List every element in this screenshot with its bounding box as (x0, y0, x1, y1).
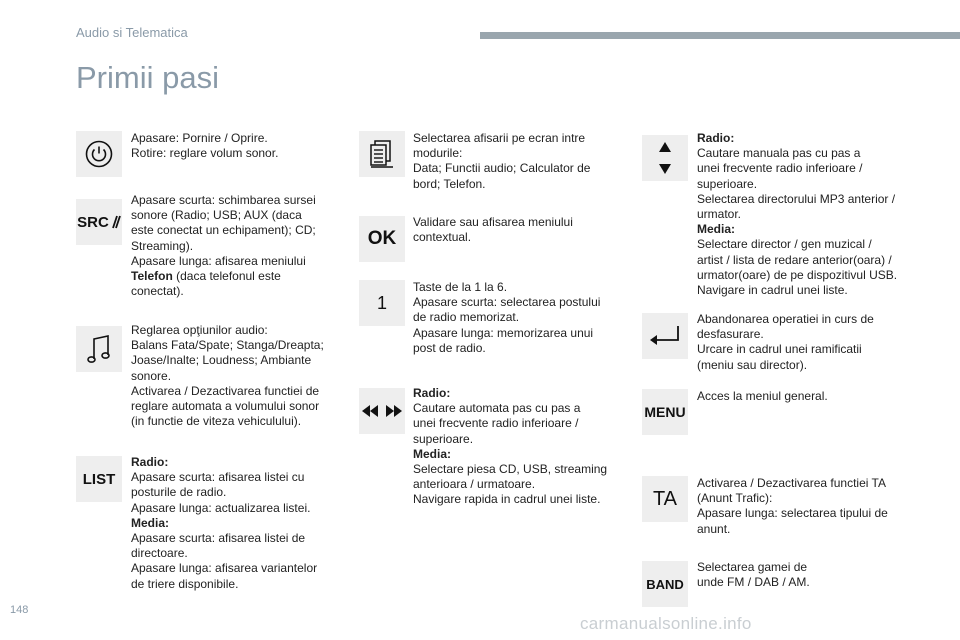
menu-icon: MENU (642, 389, 688, 435)
band-description: Selectarea gamei de unde FM / DAB / AM. (697, 560, 810, 590)
section-header: Audio si Telematica (76, 25, 188, 40)
ta-description: Activarea / Dezactivarea functiei TA (Anunt Trafic): Apasare lunga: selectarea tipului de anunt. (697, 476, 888, 536)
menu-description: Acces la meniul general. (697, 389, 828, 403)
page-number: 148 (10, 604, 29, 616)
band-icon: BAND (642, 561, 688, 607)
music-note-icon (76, 326, 122, 372)
ok-description: Validare sau afisarea meniului contextual. (413, 215, 573, 245)
back-description: Abandonarea operatiei in curs de desfasurare. Urcare in cadrul unei ramificatii (meniu sau director). (697, 312, 874, 372)
back-icon (642, 313, 688, 359)
watermark: carmanualsonline.info (580, 614, 752, 633)
list-icon: LIST (76, 456, 122, 502)
src-phone-icon: SRC (76, 199, 122, 245)
power-description: Apasare: Pornire / Oprire. Rotire: reglare volum sonor. (131, 131, 279, 161)
page-title: Primii pasi (76, 60, 219, 95)
src-description: Apasare scurta: schimbarea sursei sonore (Radio; USB; AUX (daca este conectat un echipament); CD; Streaming). Apasare lunga: afisarea meniului Telefon (daca telefonul este conectat). (131, 193, 316, 299)
up-down-description: Radio: Cautare manuala pas cu pas a unei frecvente radio inferioare / superioare. Selectarea directorului MP3 anterior / urmator. Media: Selectare director / gen muzical / artist / lista de redare anterior(oara) / urmator(oare) de pe dispozitivul USB. Navigare in cadrul unei liste. (697, 131, 898, 298)
display-mode-icon (359, 131, 405, 177)
list-description: Radio: Apasare scurta: afisarea listei cu posturile de radio. Apasare lunga: actualizarea listei. Media: Apasare scurta: afisarea listei de directoare. Apasare lunga: afisarea variantelor de triere disponibile. (131, 455, 318, 591)
seek-description: Radio: Cautare automata pas cu pas a unei frecvente radio inferioare / superioare. Media: Selectare piesa CD, USB, streaming anterioara / urmatoare. Navigare rapida in cadrul unei liste. (413, 386, 608, 507)
display-mode-description: Selectarea afisarii pe ecran intre modurile: Data; Functii audio; Calculator de bord; Telefon. (413, 131, 591, 191)
power-icon (76, 131, 122, 177)
seek-icon (359, 388, 405, 434)
preset-1-icon: 1 (359, 280, 405, 326)
ok-icon: OK (359, 216, 405, 262)
ta-icon: TA (642, 476, 688, 522)
audio-options-description: Reglarea opţiunilor audio: Balans Fata/Spate; Stanga/Dreapta; Joase/Inalte; Loudness; Ambiante sonore. Activarea / Dezactivarea functiei de reglare automata a volumului sonor (in functie de viteza vehiculului). (131, 323, 324, 429)
header-bar (480, 32, 960, 39)
up-down-arrows-icon (642, 135, 688, 181)
preset-description: Taste de la 1 la 6. Apasare scurta: selectarea postului de radio memorizat. Apasare lunga: memorizarea unui post de radio. (413, 280, 601, 355)
